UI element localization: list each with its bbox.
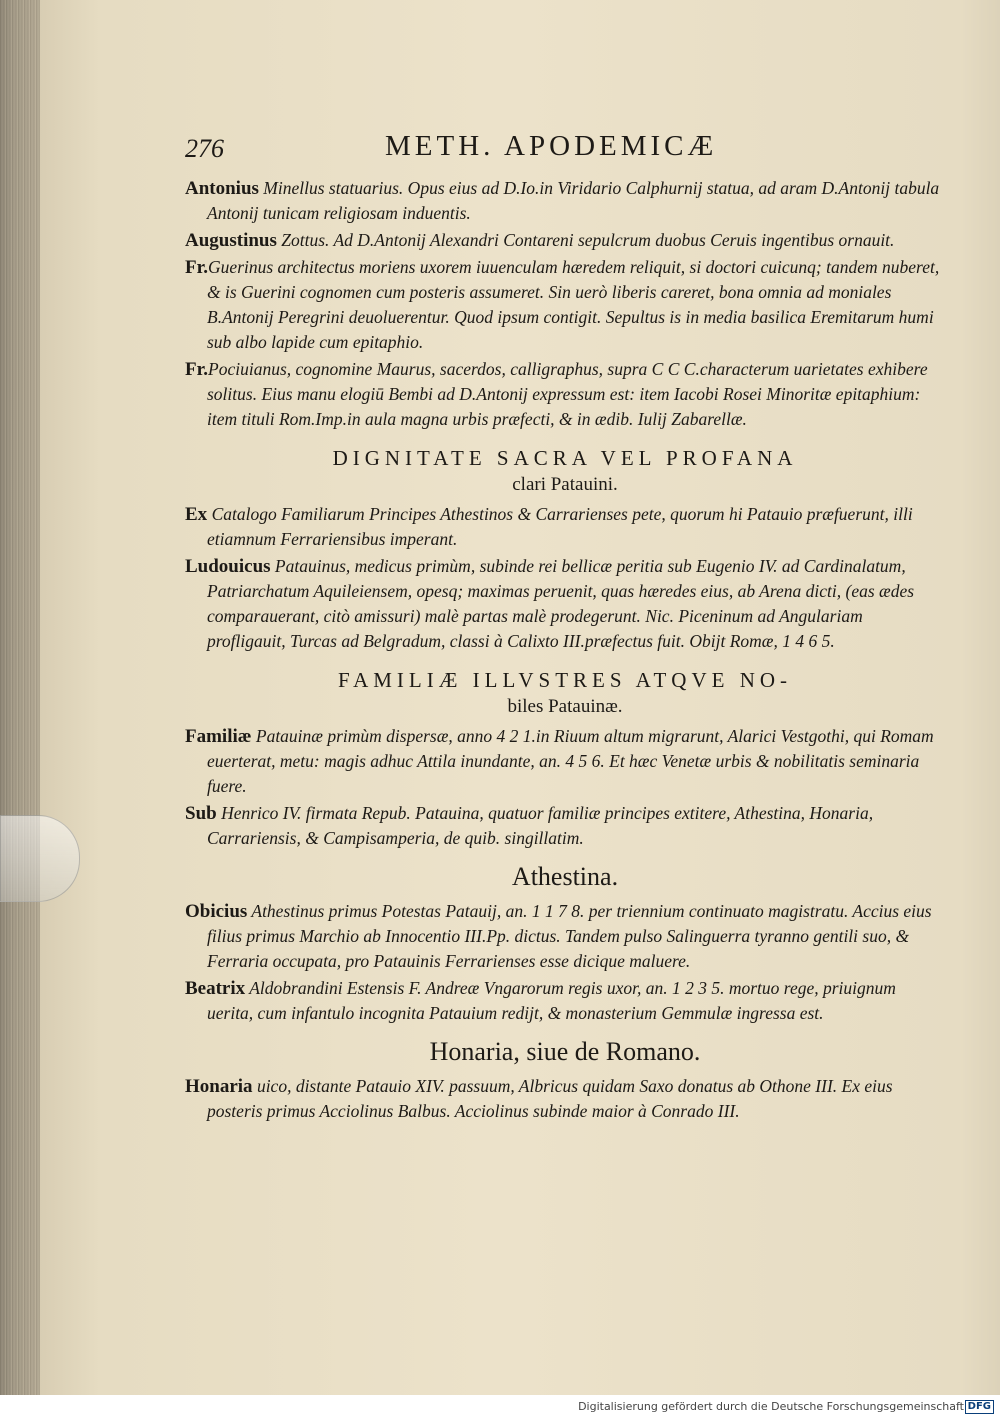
entry-ex-catalogo bbox=[185, 502, 945, 552]
entry-sub-henrico bbox=[185, 801, 945, 851]
entry-name: Honaria bbox=[185, 1076, 253, 1097]
entry-name: Obicius bbox=[185, 901, 248, 922]
running-title: METH. APODEMICÆ bbox=[385, 130, 718, 162]
subheading-honaria: Honaria, siue de Romano. bbox=[429, 1037, 701, 1066]
entry-text: Henrico IV. firmata Repub. Patauina, quatuor familiæ principes extitere, Athestina, Honaria, Carrariensis, & Campisamperia, de quib. singillatim. bbox=[207, 803, 874, 848]
entry-name: Familiæ bbox=[185, 726, 252, 747]
section-heading-dignitate: DIGNITATE SACRA VEL PROFANA bbox=[332, 446, 798, 470]
entry-text: Catalogo Familiarum Principes Athestinos & Carrarienses pete, quorum hi Patauio præfuerunt, illi etiamnum Ferrariensibus imperant. bbox=[207, 504, 913, 549]
section-heading-familiae: FAMILIÆ ILLVSTRES ATQVE NO- bbox=[337, 668, 793, 692]
entry-name: Antonius bbox=[185, 178, 259, 199]
entry-guerinus bbox=[185, 255, 945, 355]
subheading-athestina: Athestina. bbox=[511, 862, 619, 891]
dfg-logo-badge: DFG bbox=[965, 1400, 994, 1414]
entry-name: Augustinus bbox=[185, 230, 277, 251]
entry-text: Minellus statuarius. Opus eius ad D.Io.in Viridario Calphurnij statua, ad aram D.Antonij tabula Antonij tunicam religiosam induentis. bbox=[207, 178, 940, 223]
page-text bbox=[185, 130, 945, 1126]
page-clip bbox=[0, 815, 80, 902]
entry-text: Patauinus, medicus primùm, subinde rei bellicæ peritia sub Eugenio IV. ad Cardinalatum, Patriarchatum Aquileiensem, opesq; maximas peruenit, quas hæredes eius, ab Arena dicti, (eas ædes comparauerant, citò amissuri) malè partas malè prodegerunt. Nic. Piceninum ad Angulariam profligauit, Turcas ad Belgradum, classi à Calixto III.præfectus fuit. Obijt Romæ, 1 4 6 5. bbox=[207, 556, 915, 651]
entry-text: uico, distante Patauio XIV. passuum, Albricus quidam Saxo donatus ab Othone III. Ex eius posteris primus Acciolinus Balbus. Acciolinus subinde maior à Conrado III. bbox=[207, 1076, 893, 1121]
entry-obicius bbox=[185, 899, 945, 974]
entry-antonius bbox=[185, 176, 945, 226]
entry-familiae bbox=[185, 724, 945, 799]
book-page-edges bbox=[0, 0, 40, 1419]
digitization-credit: Digitalisierung gefördert durch die Deutsche Forschungsgemeinschaft bbox=[578, 1400, 964, 1413]
entry-honaria bbox=[185, 1074, 945, 1124]
entry-text: Pociuianus, cognomine Maurus, sacerdos, calligraphus, supra C C C.characterum uarietates exhibere solitus. Eius manu elogiū Bembi ad D.Antonij expressum est: item Iacobi Rosei Minoritæ epitaphium: item tituli Rom.Imp.in aula magna urbis præfecti, & in ædib. Iulij Zabarellæ. bbox=[207, 359, 928, 429]
entry-text: Zottus. Ad D.Antonij Alexandri Contareni sepulcrum duobus Ceruis ingentibus ornauit. bbox=[281, 230, 895, 250]
entry-name: Ex bbox=[185, 504, 208, 525]
entry-name: Beatrix bbox=[185, 978, 246, 999]
entry-name: Fr. bbox=[185, 257, 209, 278]
entry-beatrix bbox=[185, 976, 945, 1026]
page-number: 276 bbox=[185, 134, 224, 163]
section-heading-familiae-cont: biles Patauinæ. bbox=[507, 696, 623, 717]
entry-text: Aldobrandini Estensis F. Andreæ Vngarorum regis uxor, an. 1 2 3 5. mortuo rege, priuignum uerita, cum infantulo incognita Patauium redijt, & monasterium Gemmulæ ingressa est. bbox=[207, 978, 896, 1023]
entry-name: Sub bbox=[185, 803, 217, 824]
entry-name: Fr. bbox=[185, 359, 209, 380]
section-heading-dignitate-cont: clari Patauini. bbox=[512, 474, 618, 495]
entry-text: Guerinus architectus moriens uxorem iuuenculam hæredem reliquit, si doctori cuicunq; tandem nuberet, & is Guerini cognomen cum posteris assumeret. Sin uerò liberis careret, bona omnia ad moniales B.Antonij Peregrini deuoluerentur. Quod ipsum contigit. Sepultus is in media basilica Eremitarum humi sub albo lapide cum epitaphio. bbox=[207, 257, 940, 352]
entry-text: Athestinus primus Potestas Patauij, an. 1 1 7 8. per triennium continuato magistratu. Accius eius filius primus Marchio ab Innocentio III.Pp. dictus. Tandem pulso Salinguerra tyranno gentili suo, & Ferraria occupata, pro Patauinis Ferrarienses esse dicique maluere. bbox=[207, 901, 932, 971]
entry-text: Patauinæ primùm dispersæ, anno 4 2 1.in Riuum altum migrarunt, Alarici Vestgothi, qui Romam euerterat, metu: magis adhuc Attila inundante, an. 4 5 6. Et hæc Venetæ urbis & nobilitatis seminaria fuere. bbox=[207, 726, 934, 796]
entry-name: Ludouicus bbox=[185, 556, 271, 577]
entry-pociuianus bbox=[185, 357, 945, 432]
running-head bbox=[185, 130, 945, 172]
entry-ludouicus bbox=[185, 554, 945, 654]
entry-augustinus bbox=[185, 228, 945, 253]
